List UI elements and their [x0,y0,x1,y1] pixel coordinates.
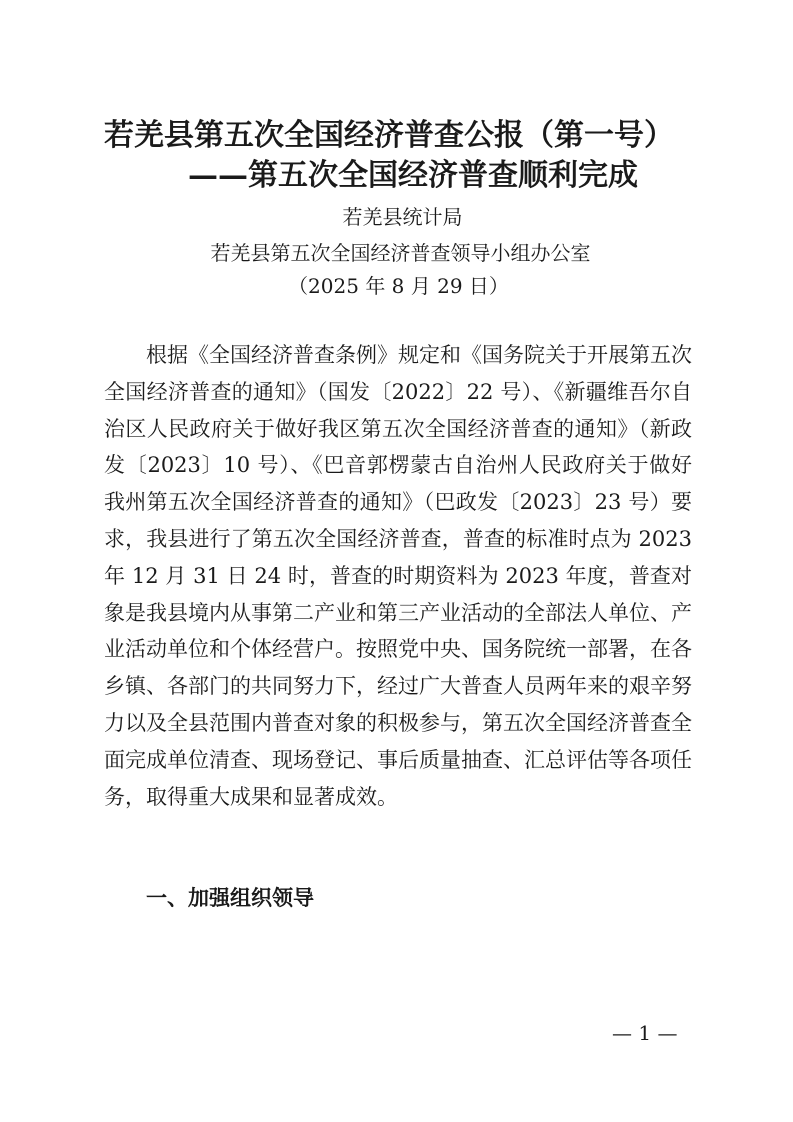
document-subtitle: ——第五次全国经济普查顺利完成 [188,158,638,193]
section-heading: 一、加强组织领导 [146,886,314,910]
issuer-bureau: 若羌县统计局 [342,205,463,229]
issuer-office: 若羌县第五次全国经济普查领导小组办公室 [210,241,591,265]
document-title: 若羌县第五次全国经济普查公报（第一号） [104,118,674,153]
publish-date: （2025 年 8 月 29 日） [288,274,509,298]
page-number: — 1 — [612,1021,678,1045]
body-paragraph: 根据《全国经济普查条例》规定和《国务院关于开展第五次全国经济普查的通知》（国发〔2022〕22 号）、《新疆维吾尔自治区人民政府关于做好我区第五次全国经济普查的通知》（新政发〔2023〕10 号）、《巴音郭楞蒙古自治州人民政府关于做好我州第五次全国经济普查的通知》（巴政发〔2023〕23 号）要求，我县进行了第五次全国经济普查，普查的标准时点为 2023 年 12 月 31 日 24 时，普查的时期资料为 2023 年度，普查对象是我县境内从事第二产业和第三产业活动的全部法人单位、产业活动单位和个体经营户。按照党中央、国务院统一部署，在各乡镇、各部门的共同努力下，经过广大普查人员两年来的艰辛努力以及全县范围内普查对象的积极参与，第五次全国经济普查全面完成单位清查、现场登记、事后质量抽查、汇总评估等各项任务，取得重大成果和显著成效。 [104,343,692,809]
